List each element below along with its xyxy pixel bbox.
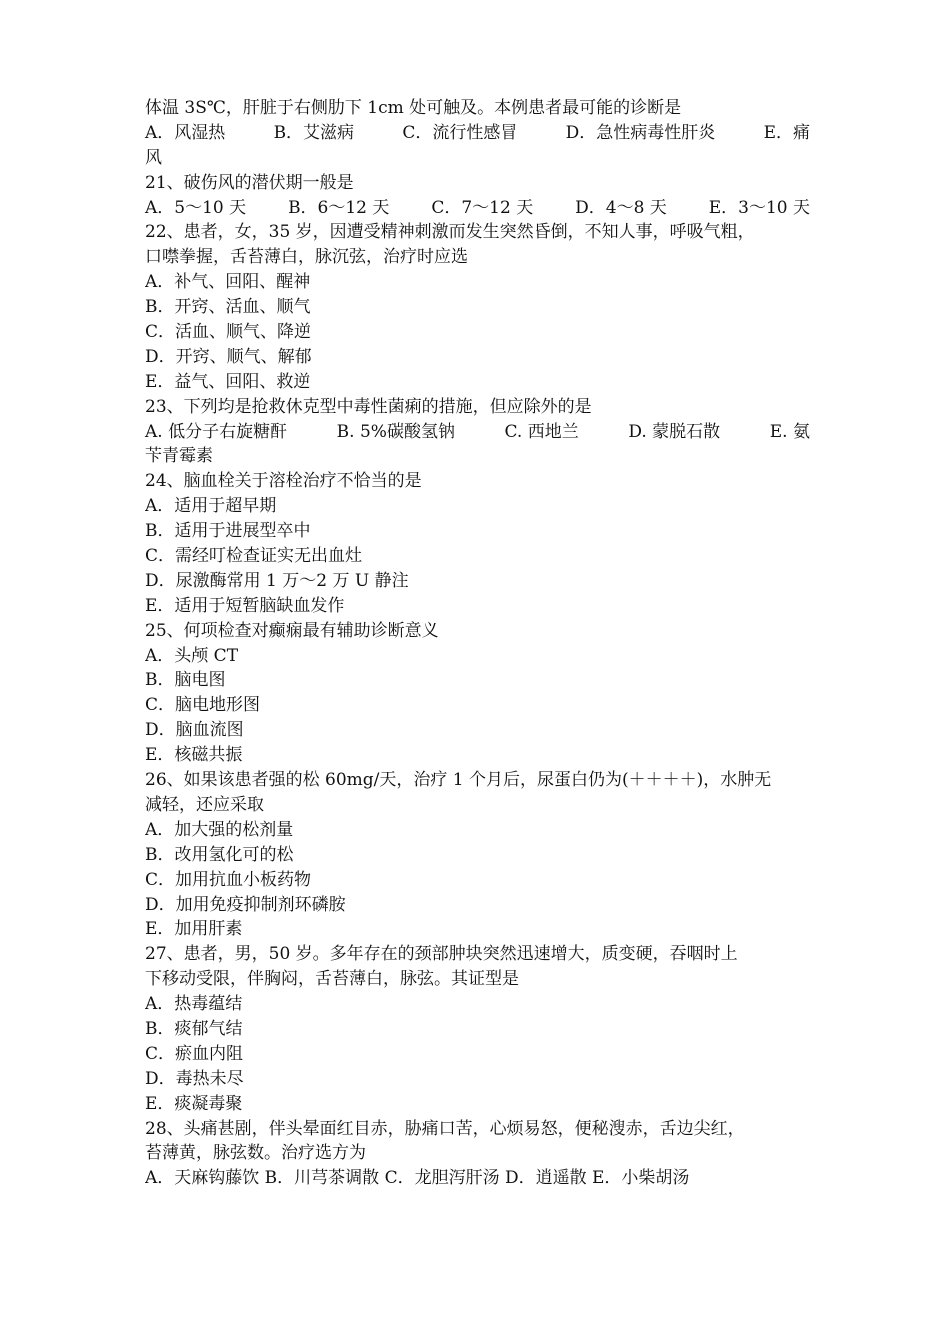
text-line: D．脑血流图	[145, 720, 244, 741]
text-line: 体温 3S℃，肝脏于右侧肋下 1cm 处可触及。本例患者最可能的诊断是	[145, 98, 682, 118]
text-line: C．活血、顺气、降逆	[145, 322, 312, 343]
text-line: 减轻，还应采取	[145, 794, 264, 815]
text-line: B．适用于进展型卒中	[145, 521, 311, 542]
option-text: A. 低分子右旋糖酐	[145, 421, 288, 442]
text-line: 24、脑血栓关于溶栓治疗不恰当的是	[145, 471, 422, 492]
option-text: B．6～12 天	[288, 197, 390, 218]
text-line: 口噤拳握，舌苔薄白，脉沉弦，治疗时应选	[145, 247, 468, 268]
document-body	[145, 96, 810, 1191]
text-line: 21、破伤风的潜伏期一般是	[145, 172, 354, 193]
text-line: 25、何项检查对癫痫最有辅助诊断意义	[145, 620, 439, 641]
text-line: D．加用免疫抑制剂环磷胺	[145, 894, 346, 915]
option-text: C．流行性感冒	[402, 122, 518, 143]
text-line: C．需经叮检查证实无出血灶	[145, 546, 363, 567]
text-line: D．尿激酶常用 1 万～2 万 U 静注	[145, 570, 409, 591]
text-line: E．痰凝毒聚	[145, 1093, 243, 1114]
text-line: B．痰郁气结	[145, 1018, 243, 1039]
option-text: D. 蒙脱石散	[628, 421, 721, 442]
option-text: E．痛	[763, 122, 810, 143]
option-text: B. 5%碳酸氢钠	[336, 421, 455, 442]
option-text: A．5～10 天	[145, 197, 247, 218]
text-line: A．头颅 CT	[145, 645, 239, 666]
text-line: A．适用于超早期	[145, 496, 277, 517]
text-line: 23、下列均是抢救休克型中毒性菌痢的措施，但应除外的是	[145, 396, 592, 417]
text-line: C．脑电地形图	[145, 695, 261, 716]
option-text: C. 西地兰	[504, 421, 579, 442]
option-row	[145, 420, 810, 445]
option-text: D．急性病毒性肝炎	[565, 122, 716, 143]
text-line: 28、头痛甚剧，伴头晕面红目赤，胁痛口苦，心烦易怒，便秘溲赤，舌边尖红，	[145, 1118, 745, 1139]
text-line: E．益气、回阳、救逆	[145, 371, 311, 392]
text-line: 苄青霉素	[145, 446, 213, 467]
option-text: E．3～10 天	[708, 197, 810, 218]
option-row	[145, 196, 810, 221]
text-line: 苔薄黄，脉弦数。治疗选方为	[145, 1143, 366, 1164]
text-line: 风	[145, 147, 162, 168]
text-line: D．开窍、顺气、解郁	[145, 346, 312, 367]
text-line: A．加大强的松剂量	[145, 819, 294, 840]
text-line: C．瘀血内阻	[145, 1043, 244, 1064]
text-line: B．开窍、活血、顺气	[145, 297, 311, 318]
text-line: 下移动受限，伴胸闷，舌苔薄白，脉弦。其证型是	[145, 969, 519, 990]
option-text: A．风湿热	[145, 122, 226, 143]
text-line: D．毒热未尽	[145, 1068, 244, 1089]
text-line: A．补气、回阳、醒神	[145, 272, 311, 293]
text-line: E．核磁共振	[145, 745, 243, 766]
text-line: E．加用肝素	[145, 919, 243, 940]
text-line: 26、如果该患者强的松 60mg/天，治疗 1 个月后，尿蛋白仍为(＋＋＋＋)，水肿无	[145, 770, 772, 791]
option-text: E. 氨	[769, 421, 810, 442]
option-text: D．4～8 天	[575, 197, 667, 218]
option-text: B．艾滋病	[273, 122, 355, 143]
text-line: 22、患者，女，35 岁，因遭受精神刺激而发生突然昏倒，不知人事，呼吸气粗，	[145, 222, 755, 243]
text-line: C．加用抗血小板药物	[145, 869, 312, 890]
option-text: C．7～12 天	[431, 197, 534, 218]
text-line: B．脑电图	[145, 670, 226, 691]
text-line: E．适用于短暂脑缺血发作	[145, 595, 345, 616]
text-line: B．改用氢化可的松	[145, 844, 294, 865]
option-row	[145, 121, 810, 146]
text-line: A．热毒蕴结	[145, 994, 243, 1015]
text-line: A．天麻钩藤饮 B．川芎茶调散 C．龙胆泻肝汤 D．逍遥散 E．小柴胡汤	[145, 1168, 690, 1189]
text-line: 27、患者，男，50 岁。多年存在的颈部肿块突然迅速增大，质变硬，吞咽时上	[145, 944, 738, 965]
